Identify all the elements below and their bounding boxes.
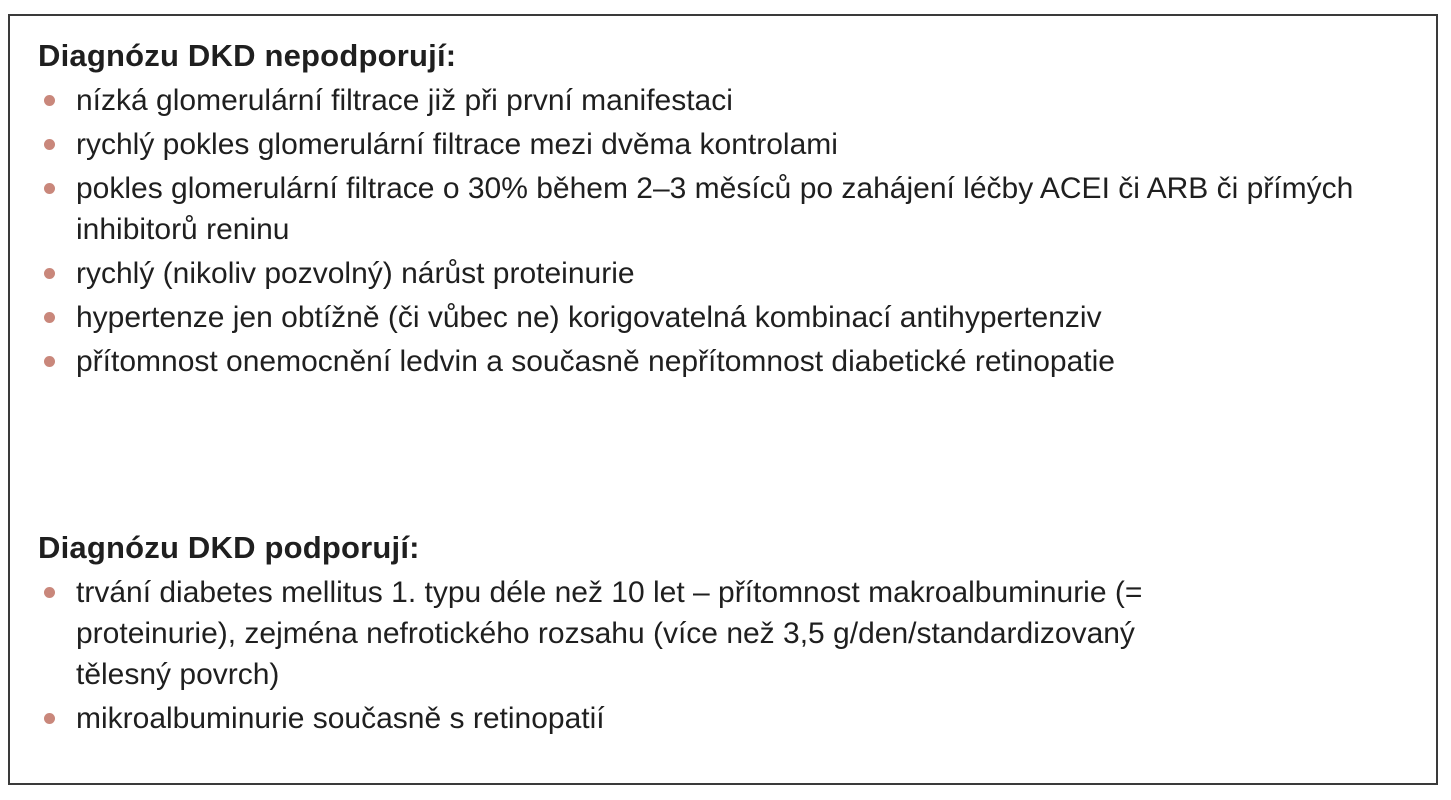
- list-item: [38, 341, 1446, 382]
- bullet-icon: [44, 183, 55, 194]
- list-item-text: nízká glomerulární filtrace již při první manifestaci: [76, 84, 733, 117]
- list-item: [38, 80, 1376, 121]
- bullet-icon: [44, 268, 55, 279]
- list-item: [38, 572, 1196, 695]
- section-not-supporting: [38, 36, 1428, 385]
- list-item: [38, 124, 1376, 165]
- list-item: [38, 253, 1376, 294]
- bullet-icon: [44, 139, 55, 150]
- list-item-text: mikroalbuminurie současně s retinopatií: [76, 702, 605, 735]
- info-box: [8, 14, 1438, 785]
- section-supporting: [38, 528, 1428, 742]
- list-item: [38, 168, 1406, 250]
- list-item: [38, 698, 1376, 739]
- list-item-text: přítomnost onemocnění ledvin a současně nepřítomnost diabetické retinopatie: [76, 345, 1115, 378]
- list-item: [38, 297, 1406, 338]
- list-supporting: [38, 572, 1428, 739]
- bullet-icon: [44, 587, 55, 598]
- bullet-icon: [44, 713, 55, 724]
- list-item-text: rychlý pokles glomerulární filtrace mezi dvěma kontrolami: [76, 128, 838, 161]
- bullet-icon: [44, 356, 55, 367]
- bullet-icon: [44, 95, 55, 106]
- list-not-supporting: [38, 80, 1428, 382]
- list-item-text: hypertenze jen obtížně (či vůbec ne) korigovatelná kombinací antihypertenziv: [76, 301, 1102, 334]
- list-item-text: pokles glomerulární filtrace o 30% během 2–3 měsíců po zahájení léčby ACEI či ARB či přímých inhibitorů reninu: [76, 172, 1354, 246]
- section-heading-supporting: Diagnózu DKD podporují:: [38, 530, 420, 565]
- list-item-text: rychlý (nikoliv pozvolný) nárůst proteinurie: [76, 257, 635, 290]
- section-heading-not-supporting: Diagnózu DKD nepodporují:: [38, 38, 457, 73]
- bullet-icon: [44, 312, 55, 323]
- list-item-text: trvání diabetes mellitus 1. typu déle než 10 let – přítomnost makroalbuminurie (= proteinurie), zejména nefrotického rozsahu (více než 3,5 g/den/standardizovaný tělesný povrch): [76, 576, 1143, 691]
